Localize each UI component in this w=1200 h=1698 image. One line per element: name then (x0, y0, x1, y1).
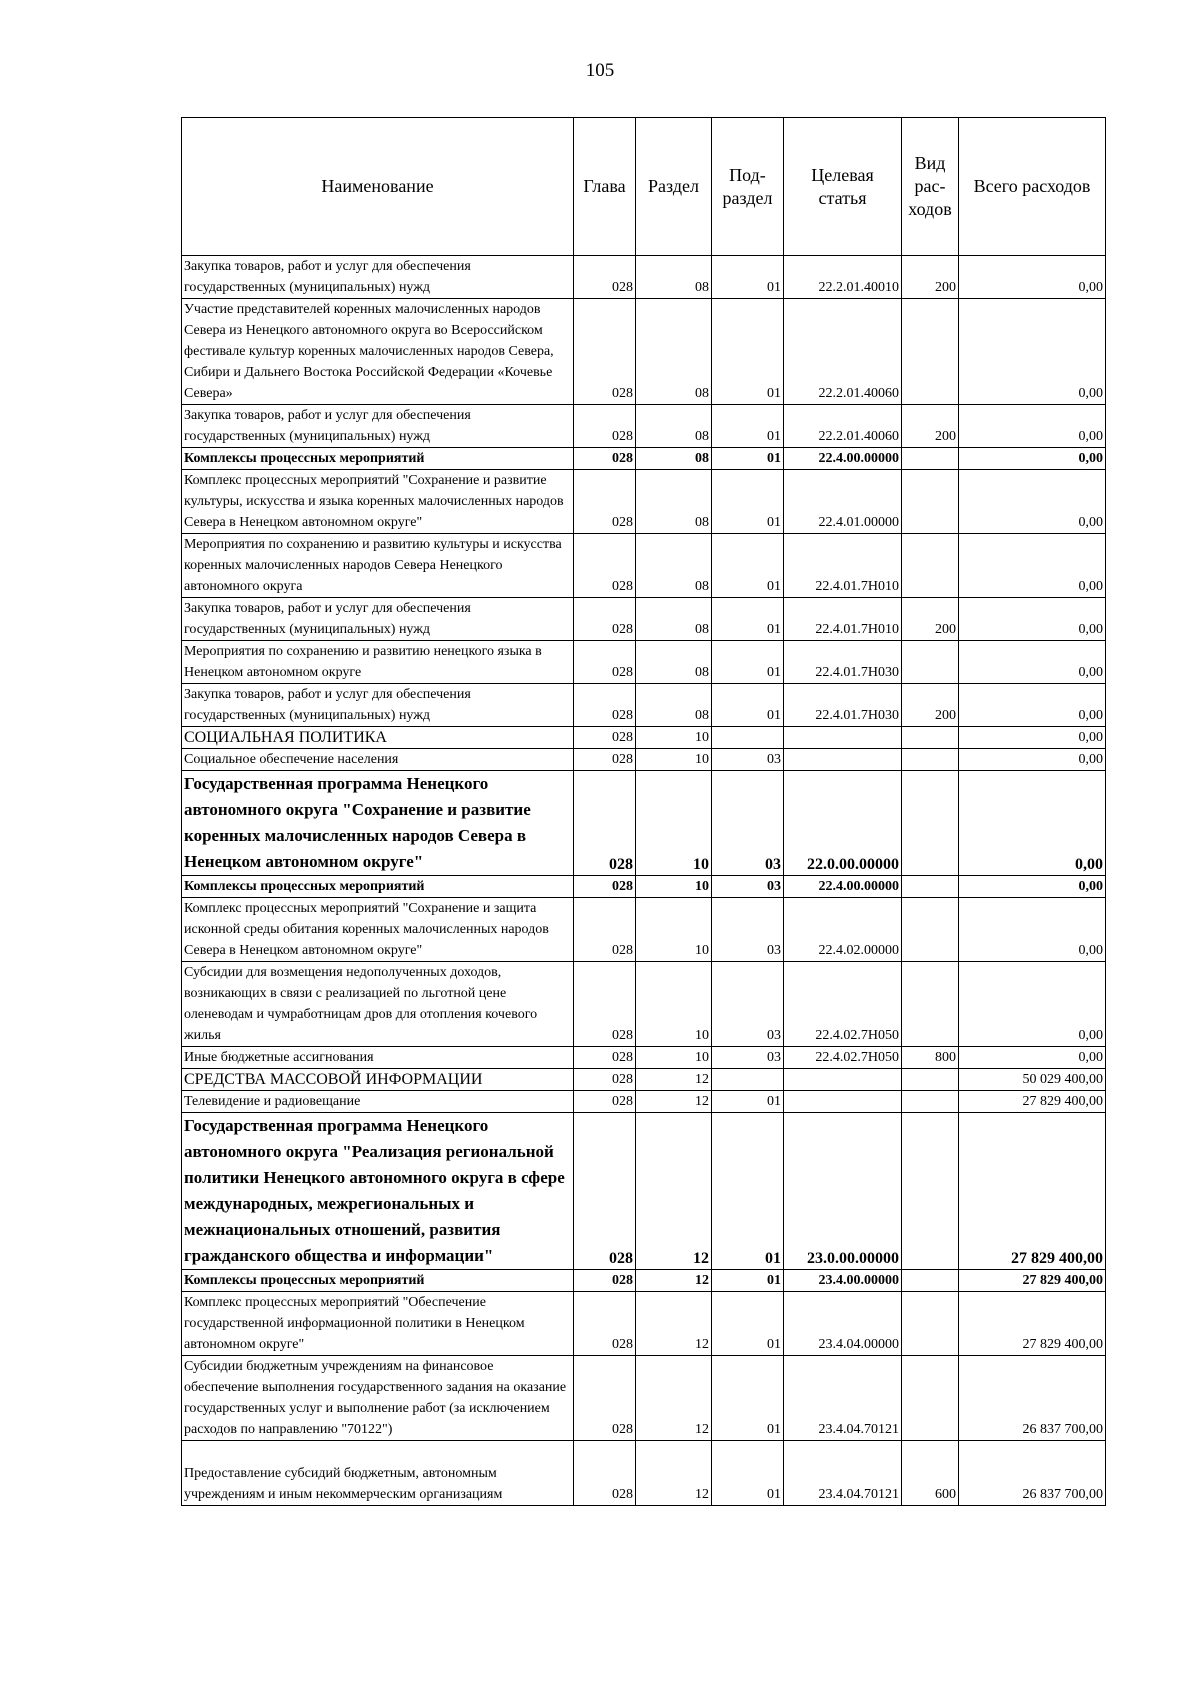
table-row (182, 1356, 1106, 1441)
cell-total: 0,00 (959, 256, 1106, 299)
cell-podrazdel: 01 (712, 299, 784, 405)
table-row (182, 749, 1106, 771)
cell-vid (902, 898, 959, 962)
cell-razdel: 10 (636, 749, 712, 771)
cell-vid (902, 470, 959, 534)
cell-target: 22.0.00.00000 (784, 771, 902, 876)
cell-target (784, 1091, 902, 1113)
cell-total: 0,00 (959, 771, 1106, 876)
cell-total: 27 829 400,00 (959, 1270, 1106, 1292)
cell-total: 0,00 (959, 470, 1106, 534)
cell-glava: 028 (574, 1047, 636, 1069)
cell-name: Участие представителей коренных малочисленных народов Севера из Ненецкого автономного округа во Всероссийском фестивале культур коренных малочисленных народов Севера, Сибири и Дальнего Востока Российской Федерации «Кочевье Севера» (182, 299, 574, 405)
cell-podrazdel: 01 (712, 470, 784, 534)
cell-podrazdel: 03 (712, 962, 784, 1047)
cell-name: Мероприятия по сохранению и развитию культуры и искусства коренных малочисленных народов Севера Ненецкого автономного округа (182, 534, 574, 598)
cell-target: 22.4.02.00000 (784, 898, 902, 962)
table-row (182, 1091, 1106, 1113)
cell-vid (902, 299, 959, 405)
cell-glava: 028 (574, 534, 636, 598)
cell-podrazdel: 03 (712, 771, 784, 876)
cell-name: Мероприятия по сохранению и развитию ненецкого языка в Ненецком автономном округе (182, 641, 574, 684)
cell-vid: 200 (902, 684, 959, 727)
cell-glava: 028 (574, 1270, 636, 1292)
expenditure-table (181, 117, 1106, 1506)
cell-podrazdel: 01 (712, 684, 784, 727)
cell-total: 0,00 (959, 448, 1106, 470)
cell-glava: 028 (574, 1356, 636, 1441)
table-row (182, 1069, 1106, 1091)
cell-podrazdel: 01 (712, 598, 784, 641)
cell-glava: 028 (574, 1292, 636, 1356)
cell-razdel: 10 (636, 1047, 712, 1069)
cell-podrazdel (712, 1069, 784, 1091)
cell-glava: 028 (574, 470, 636, 534)
cell-target: 22.4.01.7Н010 (784, 534, 902, 598)
cell-total: 26 837 700,00 (959, 1441, 1106, 1506)
cell-total: 0,00 (959, 598, 1106, 641)
cell-total: 50 029 400,00 (959, 1069, 1106, 1091)
cell-target: 23.4.00.00000 (784, 1270, 902, 1292)
cell-name: Закупка товаров, работ и услуг для обеспечения государственных (муниципальных) нужд (182, 405, 574, 448)
table-row (182, 256, 1106, 299)
table-row (182, 470, 1106, 534)
cell-glava: 028 (574, 876, 636, 898)
cell-glava: 028 (574, 898, 636, 962)
cell-vid (902, 448, 959, 470)
cell-total: 0,00 (959, 405, 1106, 448)
cell-name: Закупка товаров, работ и услуг для обеспечения государственных (муниципальных) нужд (182, 684, 574, 727)
cell-podrazdel: 01 (712, 1091, 784, 1113)
page-number: 105 (585, 60, 615, 81)
cell-vid (902, 641, 959, 684)
cell-podrazdel: 03 (712, 898, 784, 962)
header-razdel: Раздел (636, 118, 712, 256)
cell-glava: 028 (574, 749, 636, 771)
cell-razdel: 12 (636, 1069, 712, 1091)
cell-podrazdel: 01 (712, 1292, 784, 1356)
cell-name: Социальное обеспечение населения (182, 749, 574, 771)
cell-podrazdel (712, 727, 784, 749)
cell-razdel: 12 (636, 1113, 712, 1270)
table-row (182, 641, 1106, 684)
cell-target: 23.4.04.70121 (784, 1356, 902, 1441)
table-row (182, 962, 1106, 1047)
cell-razdel: 12 (636, 1356, 712, 1441)
table-row (182, 1441, 1106, 1506)
cell-total: 0,00 (959, 749, 1106, 771)
cell-vid (902, 727, 959, 749)
cell-name: Закупка товаров, работ и услуг для обеспечения государственных (муниципальных) нужд (182, 598, 574, 641)
cell-glava: 028 (574, 684, 636, 727)
table-row (182, 405, 1106, 448)
cell-total: 0,00 (959, 299, 1106, 405)
cell-target (784, 1069, 902, 1091)
table-row (182, 1292, 1106, 1356)
cell-name: СОЦИАЛЬНАЯ ПОЛИТИКА (182, 727, 574, 749)
cell-target: 22.4.01.7Н010 (784, 598, 902, 641)
cell-glava: 028 (574, 1441, 636, 1506)
header-vid: Вид рас- ходов (902, 118, 959, 256)
table-row (182, 876, 1106, 898)
cell-glava: 028 (574, 641, 636, 684)
cell-total: 0,00 (959, 1047, 1106, 1069)
cell-glava: 028 (574, 771, 636, 876)
cell-razdel: 08 (636, 684, 712, 727)
cell-total: 26 837 700,00 (959, 1356, 1106, 1441)
cell-name: Комплекс процессных мероприятий "Сохранение и развитие культуры, искусства и языка коренных малочисленных народов Севера в Ненецком автономном округе" (182, 470, 574, 534)
cell-target: 23.4.04.00000 (784, 1292, 902, 1356)
cell-target: 23.4.04.70121 (784, 1441, 902, 1506)
cell-razdel: 08 (636, 448, 712, 470)
cell-glava: 028 (574, 405, 636, 448)
cell-vid (902, 1356, 959, 1441)
cell-target: 22.4.01.00000 (784, 470, 902, 534)
table-row (182, 1270, 1106, 1292)
cell-vid (902, 962, 959, 1047)
cell-razdel: 12 (636, 1091, 712, 1113)
table-row (182, 1113, 1106, 1270)
cell-total: 27 829 400,00 (959, 1292, 1106, 1356)
cell-podrazdel: 01 (712, 448, 784, 470)
cell-total: 0,00 (959, 684, 1106, 727)
cell-glava: 028 (574, 1091, 636, 1113)
cell-target: 22.2.01.40010 (784, 256, 902, 299)
cell-glava: 028 (574, 299, 636, 405)
cell-vid: 200 (902, 405, 959, 448)
cell-podrazdel: 01 (712, 1441, 784, 1506)
cell-vid: 600 (902, 1441, 959, 1506)
cell-total: 0,00 (959, 876, 1106, 898)
cell-vid: 200 (902, 256, 959, 299)
cell-razdel: 08 (636, 470, 712, 534)
cell-name: Закупка товаров, работ и услуг для обеспечения государственных (муниципальных) нужд (182, 256, 574, 299)
cell-razdel: 12 (636, 1441, 712, 1506)
cell-glava: 028 (574, 1069, 636, 1091)
cell-total: 27 829 400,00 (959, 1113, 1106, 1270)
header-podrazdel: Под- раздел (712, 118, 784, 256)
cell-glava: 028 (574, 448, 636, 470)
cell-podrazdel: 01 (712, 256, 784, 299)
header-total: Всего расходов (959, 118, 1106, 256)
cell-podrazdel: 01 (712, 1270, 784, 1292)
cell-razdel: 10 (636, 771, 712, 876)
cell-razdel: 08 (636, 598, 712, 641)
cell-razdel: 08 (636, 534, 712, 598)
cell-razdel: 10 (636, 962, 712, 1047)
cell-target: 23.0.00.00000 (784, 1113, 902, 1270)
cell-glava: 028 (574, 962, 636, 1047)
cell-target: 22.4.00.00000 (784, 876, 902, 898)
cell-razdel: 10 (636, 727, 712, 749)
table-row (182, 684, 1106, 727)
table-row (182, 1047, 1106, 1069)
cell-podrazdel: 03 (712, 876, 784, 898)
cell-total: 0,00 (959, 534, 1106, 598)
cell-vid (902, 1091, 959, 1113)
cell-name: Государственная программа Ненецкого автономного округа "Реализация региональной политики Ненецкого автономного округа в сфере международных, межрегиональных и межнациональных отношений, развития гражданского общества и информации" (182, 1113, 574, 1270)
cell-glava: 028 (574, 727, 636, 749)
cell-name: Субсидии бюджетным учреждениям на финансовое обеспечение выполнения государственного задания на оказание государственных услуг и выполнение работ (за исключением расходов по направлению "70122") (182, 1356, 574, 1441)
cell-target: 22.4.00.00000 (784, 448, 902, 470)
header-glava: Глава (574, 118, 636, 256)
cell-vid (902, 876, 959, 898)
cell-razdel: 12 (636, 1292, 712, 1356)
cell-razdel: 12 (636, 1270, 712, 1292)
cell-name: Предоставление субсидий бюджетным, автономным учреждениям и иным некоммерческим организациям (182, 1441, 574, 1506)
cell-razdel: 08 (636, 256, 712, 299)
cell-name: Иные бюджетные ассигнования (182, 1047, 574, 1069)
cell-podrazdel: 03 (712, 749, 784, 771)
table-row (182, 448, 1106, 470)
cell-name: Комплексы процессных мероприятий (182, 448, 574, 470)
cell-name: Телевидение и радиовещание (182, 1091, 574, 1113)
cell-vid: 800 (902, 1047, 959, 1069)
cell-total: 27 829 400,00 (959, 1091, 1106, 1113)
table-header-row (182, 118, 1106, 256)
cell-razdel: 08 (636, 405, 712, 448)
cell-name: Комплекс процессных мероприятий "Обеспечение государственной информационной политики в Ненецком автономном округе" (182, 1292, 574, 1356)
cell-podrazdel: 03 (712, 1047, 784, 1069)
cell-razdel: 10 (636, 898, 712, 962)
cell-podrazdel: 01 (712, 405, 784, 448)
cell-vid (902, 534, 959, 598)
cell-name: Государственная программа Ненецкого автономного округа "Сохранение и развитие коренных малочисленных народов Севера в Ненецком автономном округе" (182, 771, 574, 876)
cell-razdel: 08 (636, 299, 712, 405)
table-row (182, 898, 1106, 962)
cell-vid (902, 1113, 959, 1270)
cell-name: Субсидии для возмещения недополученных доходов, возникающих в связи с реализацией по льготной цене оленеводам и чумработницам дров для отопления кочевого жилья (182, 962, 574, 1047)
cell-total: 0,00 (959, 727, 1106, 749)
table-row (182, 299, 1106, 405)
cell-total: 0,00 (959, 898, 1106, 962)
cell-glava: 028 (574, 1113, 636, 1270)
cell-vid (902, 1292, 959, 1356)
cell-vid: 200 (902, 598, 959, 641)
cell-glava: 028 (574, 256, 636, 299)
table-row (182, 771, 1106, 876)
cell-vid (902, 1069, 959, 1091)
cell-podrazdel: 01 (712, 1113, 784, 1270)
cell-target: 22.4.01.7Н030 (784, 641, 902, 684)
cell-vid (902, 749, 959, 771)
header-name: Наименование (182, 118, 574, 256)
cell-razdel: 08 (636, 641, 712, 684)
header-target: Целевая статья (784, 118, 902, 256)
cell-target: 22.2.01.40060 (784, 299, 902, 405)
cell-target: 22.4.02.7Н050 (784, 962, 902, 1047)
table-row (182, 727, 1106, 749)
cell-name: Комплексы процессных мероприятий (182, 1270, 574, 1292)
cell-target: 22.4.02.7Н050 (784, 1047, 902, 1069)
cell-target: 22.2.01.40060 (784, 405, 902, 448)
cell-vid (902, 771, 959, 876)
cell-razdel: 10 (636, 876, 712, 898)
cell-target (784, 727, 902, 749)
cell-glava: 028 (574, 598, 636, 641)
cell-target: 22.4.01.7Н030 (784, 684, 902, 727)
cell-podrazdel: 01 (712, 534, 784, 598)
cell-name: Комплексы процессных мероприятий (182, 876, 574, 898)
table-row (182, 598, 1106, 641)
cell-podrazdel: 01 (712, 641, 784, 684)
cell-name: СРЕДСТВА МАССОВОЙ ИНФОРМАЦИИ (182, 1069, 574, 1091)
cell-target (784, 749, 902, 771)
cell-total: 0,00 (959, 641, 1106, 684)
cell-name: Комплекс процессных мероприятий "Сохранение и защита исконной среды обитания коренных малочисленных народов Севера в Ненецком автономном округе" (182, 898, 574, 962)
cell-vid (902, 1270, 959, 1292)
cell-total: 0,00 (959, 962, 1106, 1047)
cell-podrazdel: 01 (712, 1356, 784, 1441)
table-row (182, 534, 1106, 598)
